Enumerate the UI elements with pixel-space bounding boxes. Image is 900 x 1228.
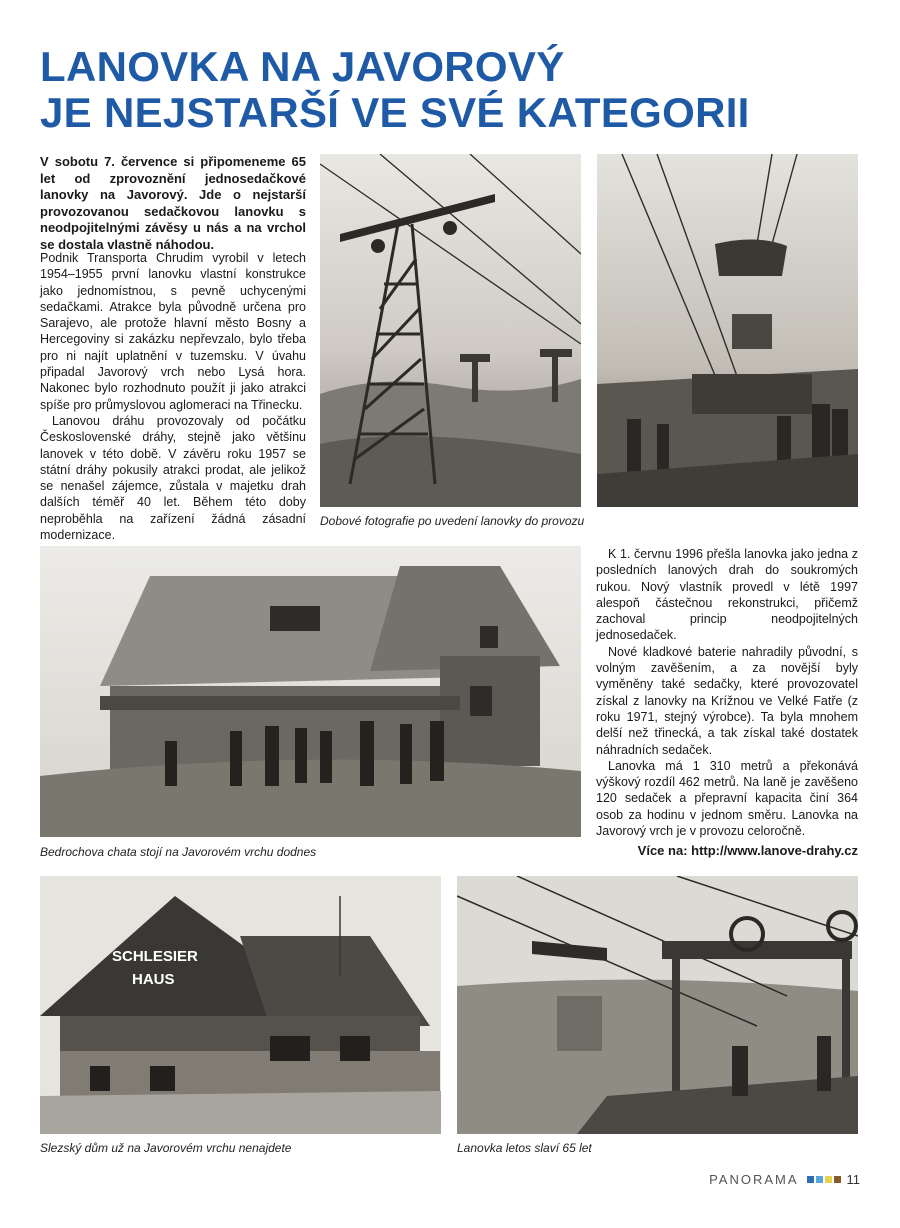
caption-lanovka-65-let: Lanovka letos slaví 65 let [457, 1141, 592, 1155]
body-right-column [596, 546, 858, 839]
more-info-link[interactable]: Více na: http://www.lanove-drahy.cz [637, 843, 858, 858]
color-squares [807, 1176, 841, 1183]
title-line-2: JE NEJSTARŠÍ VE SVÉ KATEGORII [40, 89, 750, 136]
body-right-paragraph-2: Nové kladkové baterie nahradily původní, s volným zavěšením, a za novější byly vyměněny také sedačky, které provozovatel získal z lanovky na Krížnou ve Velké Fatře (z roku 1971, stejný výrobce). Ta byla mnohem delší než třinecká, a tak získal také dostatek náhradních sedaček. [596, 644, 858, 757]
article-title [40, 44, 870, 136]
schlesier-sign-line-1: SCHLESIER [112, 948, 198, 965]
photo-chairlift-tower [320, 154, 581, 507]
page-number: 11 [846, 1172, 860, 1187]
schlesier-sign-line-2: HAUS [132, 971, 175, 988]
color-square-3 [825, 1176, 832, 1183]
magazine-name: PANORAMA [709, 1172, 799, 1187]
photo-lanovka-65-let [457, 876, 858, 1134]
body-left-column [40, 250, 306, 543]
body-left-paragraph-2: Lanovou dráhu provozovaly od počátku Československé dráhy, stejně jako většinu lanovek v této době. V závěru roku 1957 se státní dráhy pokusily atrakci prodat, ale jelikož se nenašel zájemce, zůstala v majetku drah dalších téměř 40 let. Během této doby neproběhla na zařízení žádná zásadní modernizace. [40, 413, 306, 543]
title-line-1: LANOVKA NA JAVOROVÝ [40, 43, 565, 90]
caption-slezsky-dum: Slezský dům už na Javorovém vrchu nenajdete [40, 1141, 292, 1155]
page-footer [709, 1172, 860, 1187]
caption-historic-photos: Dobové fotografie po uvedení lanovky do provozu [320, 514, 585, 528]
color-square-4 [834, 1176, 841, 1183]
color-square-2 [816, 1176, 823, 1183]
photo-slezsky-dum [40, 876, 441, 1134]
caption-bedrochova-chata: Bedrochova chata stojí na Javorovém vrchu dodnes [40, 845, 317, 859]
color-square-1 [807, 1176, 814, 1183]
body-right-paragraph-3: Lanovka má 1 310 metrů a překonává výškový rozdíl 462 metrů. Na laně je zavěšeno 120 sedaček a přepravní kapacita činí 364 osob za hodinu v jednom směru. Lanovka na Javorový vrch je v provozu celoročně. [596, 758, 858, 839]
body-left-paragraph-1: Podnik Transporta Chrudim vyrobil v letech 1954–1955 první lanovku vlastní konstrukce jako jednomístnou, s pevně uchycenými sedačkami. Atrakce byla původně určena pro Sarajevo, ale protože hlavní město Bosny a Hercegoviny si zakázku nepřevzalo, bylo třeba pro ni najít uplatnění v tuzemsku. V úvahu připadal Javorový vrch nebo Lysá hora. Nakonec bylo rozhodnuto použít ji jako atrakci spíše pro průmyslovou aglomeraci na Třinecku. [40, 251, 306, 412]
lead-paragraph: V sobotu 7. července si připomeneme 65 let od zprovoznění jednosedačkové lanovky na Javorový. Jde o nejstarší provozovanou sedačkovou lanovku s neodpojitelnými závěsy u nás a na vrchol se dostala vlastně náhodou. [40, 154, 306, 252]
photo-chairlift-station [597, 154, 858, 507]
body-right-paragraph-1: K 1. červnu 1996 přešla lanovka jako jedna z posledních lanových drah do soukromých rukou. Nový vlastník provedl v létě 1997 alespoň částečnou rekonstrukci, přičemž zachoval princip neodpojitelných jednosedaček. [596, 547, 858, 643]
photo-bedrochova-chata [40, 546, 581, 837]
